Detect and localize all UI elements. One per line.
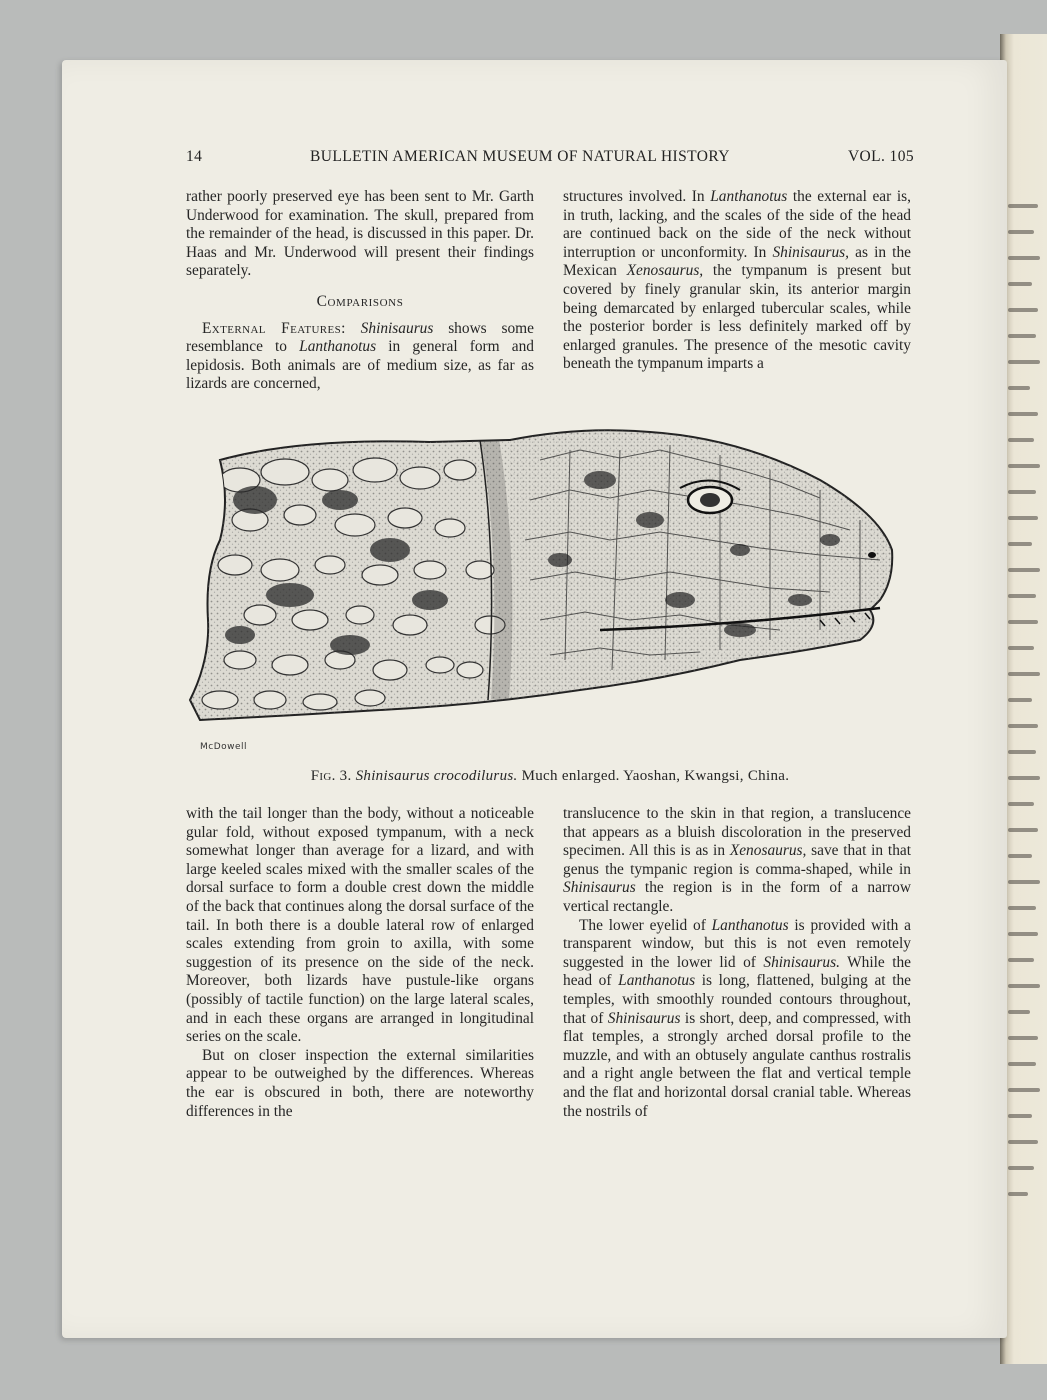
column-bottom-right [563,805,911,1121]
journal-title: BULLETIN AMERICAN MUSEUM OF NATURAL HISTORY [310,148,730,165]
taxon-name: Xenosaurus, [729,842,807,860]
paragraph: But on closer inspection the external similarities appear to be outweighed by the differences. Whereas the ear is obscured in both, there are noteworthy differences in the [186,1046,534,1120]
figure-number: Fig. 3. [310,768,352,784]
taxon-name: Lanthanotus [618,972,696,990]
text-run: structures involved. In [563,188,711,205]
paragraph [563,917,911,1122]
text-run: in general form and lepidosis. Both animals are of medium size, as far as lizards are concerned, [186,338,534,393]
paragraph [563,805,911,917]
paragraph: rather poorly preserved eye has been sent to Mr. Garth Underwood for examination. The skull, prepared from the remainder of the head, is discussed in this paper. Dr. Haas and Mr. Underwood will present their findings separately. [186,188,534,280]
taxon-name: Lanthanotus [711,916,789,934]
figure-caption [186,768,914,785]
page-number: 14 [186,148,203,165]
text-run: save that in that genus the tympanic region is comma-shaped, while in [563,842,911,878]
section-heading: Comparisons [316,292,404,310]
run-in-heading: External Features: [202,319,346,337]
text-run: is short, deep, and compressed, with flat temples, a strongly arched dorsal profile to the muzzle, and with an obtusely angulate canthus rostralis and a right angle between the flat and vertical temple and the flat and horizontal dorsal cranial table. Whereas the nostrils of [563,1009,911,1120]
text-run: The lower eyelid of [579,916,712,934]
taxon-name: Shinisaurus [563,879,636,897]
taxon-name: Shinisaurus [360,319,434,337]
text-run: the external ear is, in truth, lacking, and the scales of the side of the head are continued back on the side of the neck without interruption or unconformity. In [563,188,911,261]
taxon-name: Shinisaurus, [772,243,849,261]
text-run: the tympanum is present but covered by finely granular skin, its anterior margin being demarcated by enlarged tubercular scales, while the posterior border is less definitely marked off by enlarged granules. The presence of the mesotic cavity beneath the tympanum imparts a [563,262,911,373]
text-run: is long, flattened, bulging at the temples, with smoothly rounded contours throughout, that of [563,972,911,1027]
taxon-name: Xenosaurus, [626,262,704,280]
taxon-name: Shinisaurus. [763,953,840,971]
illustrator-signature: McDowell [200,742,248,752]
taxon-name: Lanthanotus [299,338,377,356]
text-run: as in the Mexican [563,243,911,280]
running-header [186,148,914,170]
text-run: shows some resemblance to [186,319,534,356]
column-bottom-left [186,805,534,1121]
caption-species: Shinisaurus crocodilurus. [355,768,518,784]
text-run: is provided with a transparent window, but this is not even remotely suggested in the lower lid of [563,916,911,971]
taxon-name: Shinisaurus [607,1009,681,1027]
column-top-right [563,188,911,374]
volume-number: VOL. 105 [847,148,914,165]
nostril [868,552,876,558]
text-run: While the head of [563,953,912,990]
text-run: translucence to the skin in that region, a translucence that appears as a bluish discoloration in the preserved specimen. All this is as in [563,805,911,860]
paragraph: with the tail longer than the body, without a noticeable gular fold, without exposed tympanum, with a neck somewhat longer than average for a lizard, and with large keeled scales mixed with the smaller scales of the dorsal surface to form a double crest down the middle of the back that continues along the dorsal surface of the tail. In both there is a double lateral row of enlarged scales extending from groin to axilla, with some suggestion of its presence on the side of the neck. Moreover, both lizards have pustule-like organs (possibly of tactile function) on the large lateral scales, and in each these organs are arranged in longitudinal series on the scale. [186,805,534,1046]
lizard-head-illustration [180,420,910,760]
paragraph [186,320,534,394]
paragraph [563,188,911,374]
taxon-name: Lanthanotus [710,188,788,205]
caption-text: Much enlarged. Yaoshan, Kwangsi, China. [517,768,790,784]
adjacent-page-edge [1000,34,1047,1364]
text-run: the region is in the form of a narrow vertical rectangle. [563,879,911,915]
column-top-left [186,188,534,394]
